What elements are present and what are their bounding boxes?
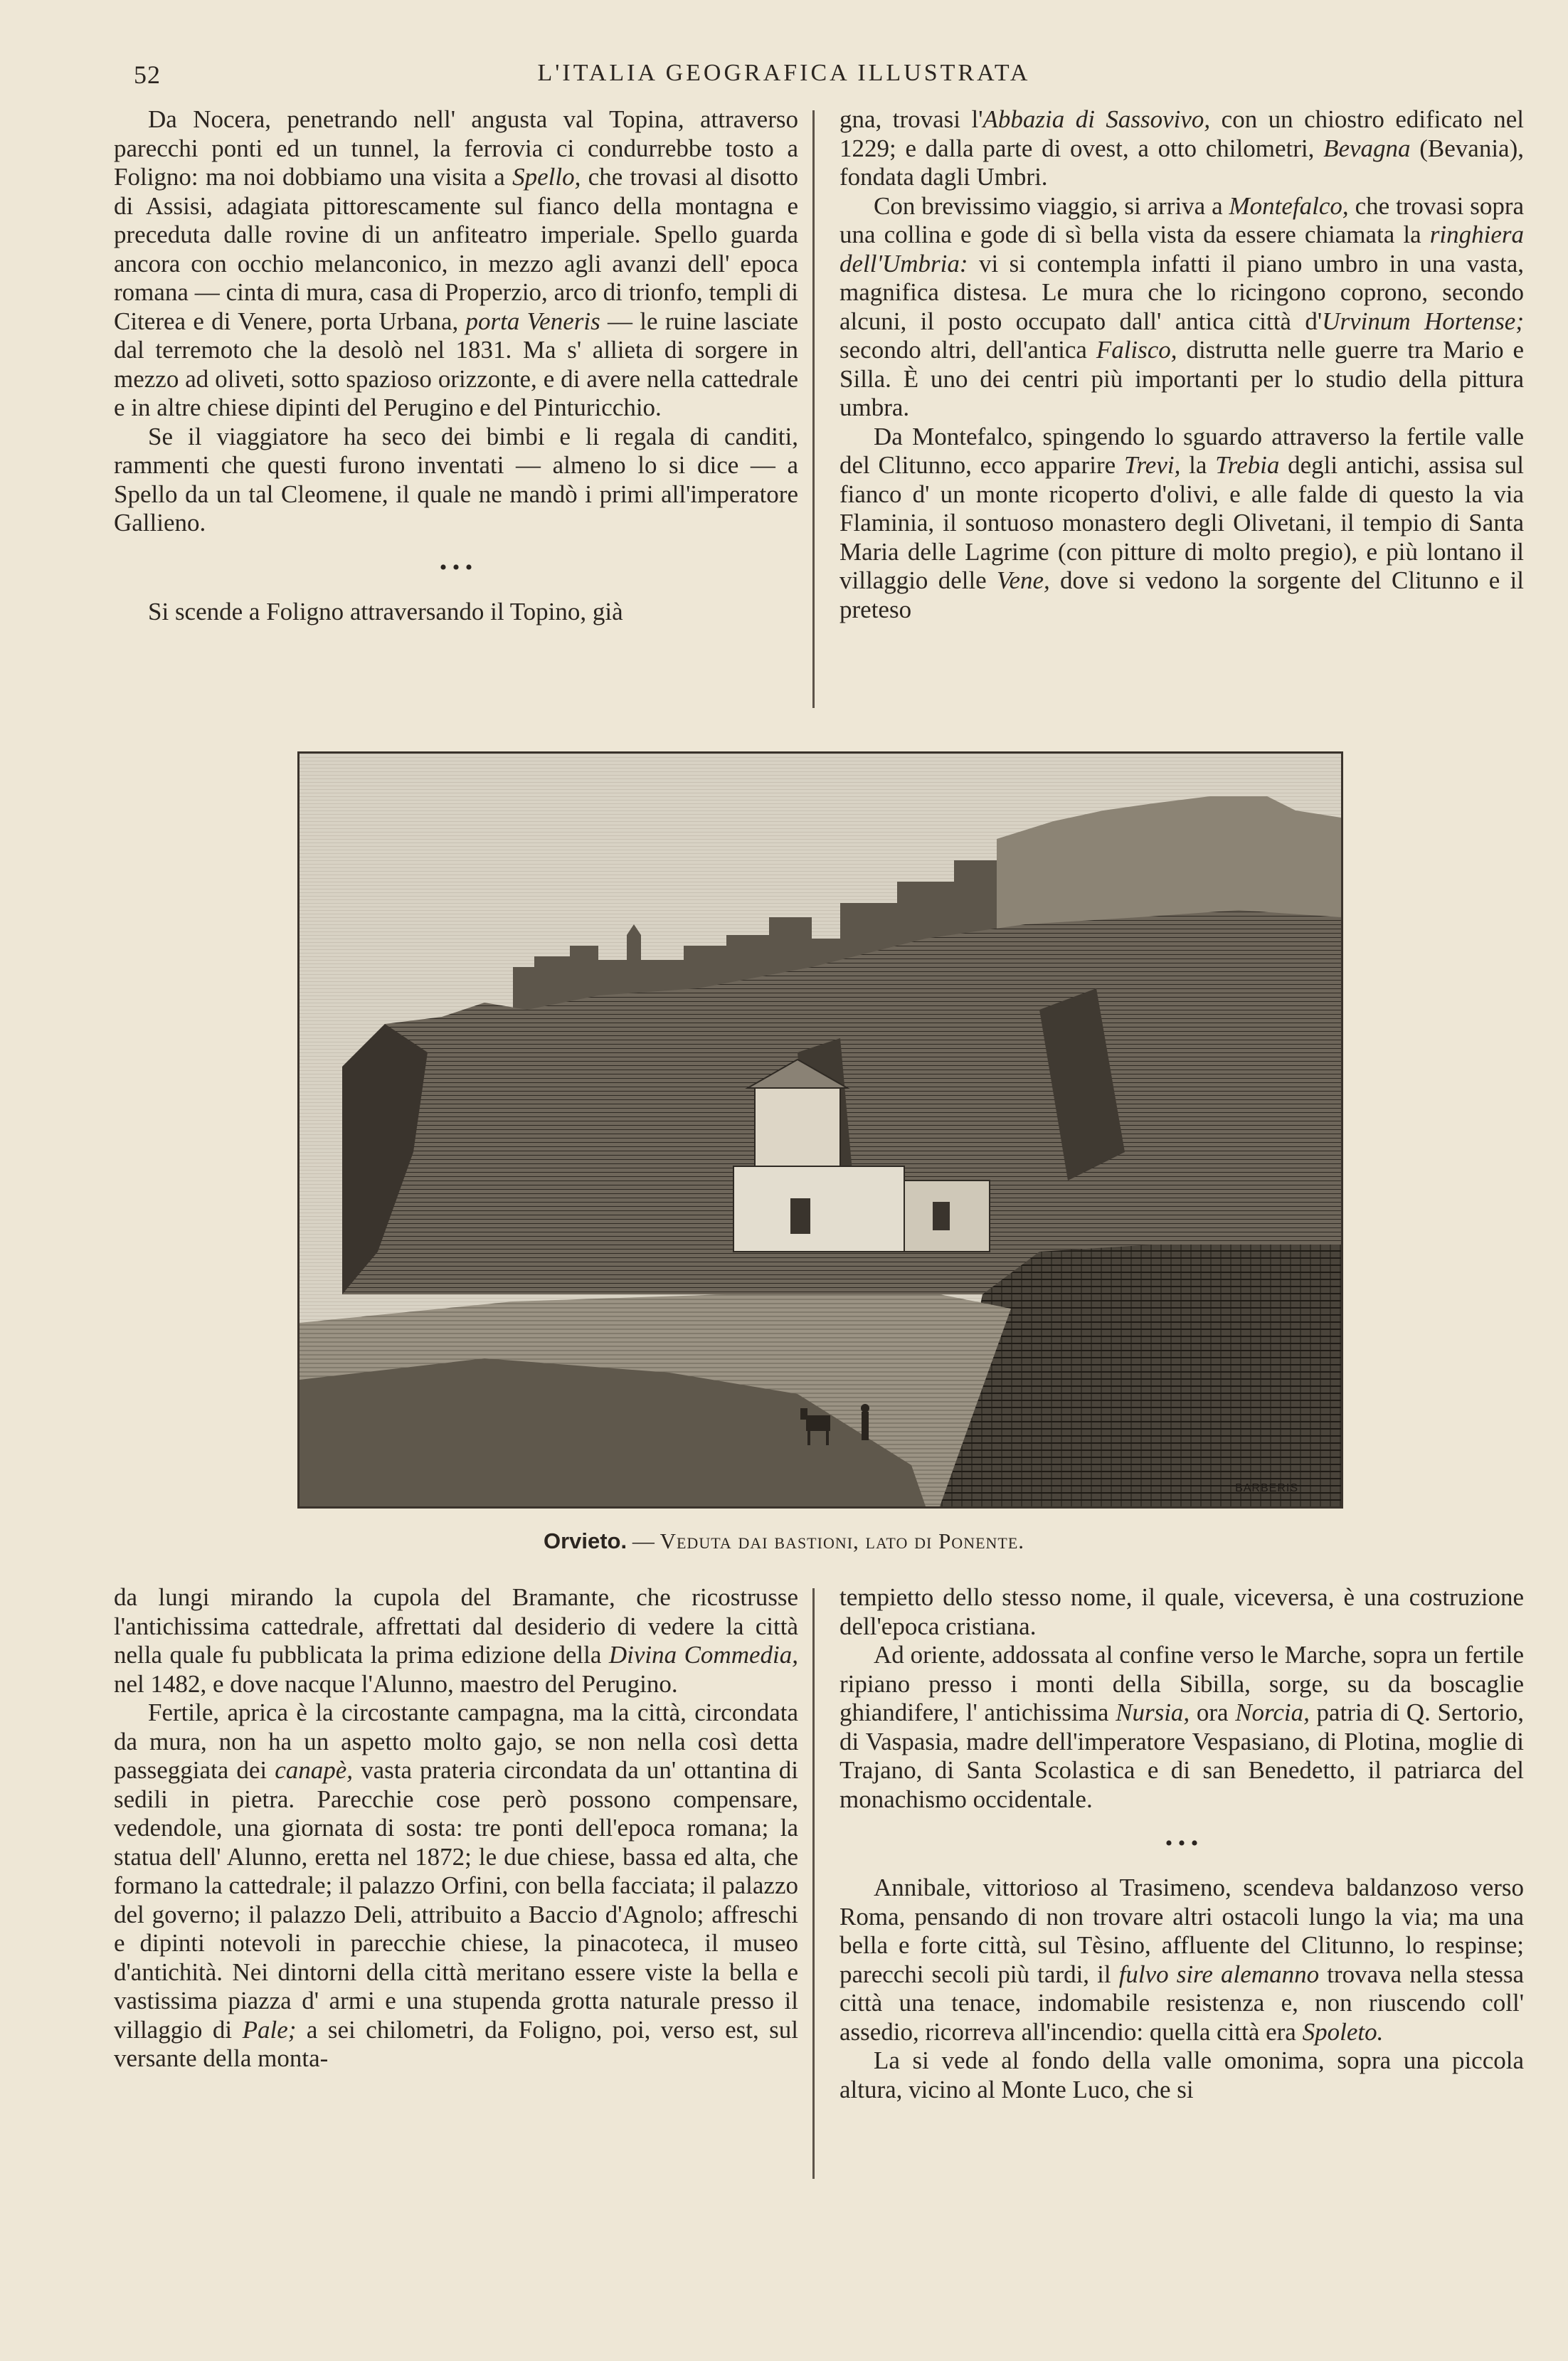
- caption-dash: —: [627, 1528, 660, 1553]
- paragraph: Annibale, vittorioso al Trasimeno, scendeva baldanzoso verso Roma, pensando di non trovare altri ostacoli lungo la via; ma una bella e forte città, sul Tèsino, affluente del Clitunno, lo respinse; parecchi secoli più tardi, il fulvo sire alemanno trovava nella stessa città una tenace, indomabile resistenza e, non riuscendo coll' assedio, ricorreva all'incendio: quella città era Spoleto.: [839, 1874, 1524, 2046]
- paragraph: Se il viaggiatore ha seco dei bimbi e li regala di canditi, rammenti che questi furono inventati — almeno lo si dice — a Spello da un tal Cleomene, il quale ne mandò i primi all'imperatore Gallieno.: [114, 422, 798, 537]
- section-separator: • • •: [439, 555, 473, 579]
- engraving-drawing: [300, 754, 1341, 1506]
- column-rule: [812, 1588, 815, 2179]
- paragraph: da lungi mirando la cupola del Bramante, che ricostrusse l'antichissima cattedrale, affrettati dal desiderio di vedere la città nella quale fu pubblicata la prima edizione della Divina Commedia, nel 1482, e dove nacque l'Alunno, maestro del Perugino.: [114, 1583, 798, 1698]
- running-title: L'ITALIA GEOGRAFICA ILLUSTRATA: [537, 60, 1031, 86]
- paragraph: Fertile, aprica è la circostante campagna, ma la città, circondata da mura, non ha un aspetto molto gajo, se non nella così detta passeggiata dei canapè, vasta prateria circondata da un' ottantina di sedili in pietra. Parecchie cose però possono compensare, vedendole, una giornata di sosta: tre ponti dell'epoca romana; la statua dell' Alunno, eretta nel 1872; le due chiese, bassa ed alta, che formano la cattedrale; il palazzo Orfini, con bella facciata; il palazzo del governo; il palazzo Deli, attribuito a Baccio d'Agnolo; affreschi e dipinti notevoli in parecchie chiese, la pinacoteca, il museo d'antichità. Nei dintorni della città meritano essere viste la bella e vastissima piazza d' armi e una stupenda grotta naturale presso il villaggio di Pale; a sei chilometri, da Foligno, poi, verso est, sul versante della monta-: [114, 1699, 799, 2072]
- paragraph: Si scende a Foligno attraversando il Topino, già: [148, 597, 623, 625]
- orvieto-engraving: [297, 751, 1343, 1509]
- paragraph: gna, trovasi l'Abbazia di Sassovivo, con un chiostro edificato nel 1229; e dalla parte di ovest, a otto chilometri, Bevagna (Bevania), fondata dagli Umbri.: [839, 105, 1525, 191]
- paragraph: Da Nocera, penetrando nell' angusta val Topina, attraverso parecchi ponti ed un tunnel, la ferrovia ci condurrebbe tosto a Foligno: ma noi dobbiamo una visita a Spello, che trovasi al disotto di Assisi, adagiata pittorescamente sul fianco della montagna e preceduta dalle rovine di un anfiteatro imperiale. Spello guarda ancora con occhio melanconico, in mezzo agli avanzi dell' epoca romana — cinta di mura, casa di Properzio, arco di trionfo, templi di Citerea e di Venere, porta Urbana, porta Veneris — le ruine lasciate dal terremoto che la desolò nel 1831. Ma s' allieta di sorgere in mezzo ad oliveti, sotto spazioso orizzonte, e di avere nella cattedrale e in altre chiese dipinti del Perugino e del Pinturicchio.: [114, 105, 799, 421]
- paragraph: Da Montefalco, spingendo lo sguardo attraverso la fertile valle del Clitunno, ecco apparire Trevi, la Trebia degli antichi, assisa sul fianco d' un monte ricoperto d'olivi, e alle falde di questo la via Flaminia, il sontuoso monastero degli Olivetani, il tempio di Santa Maria delle Lagrime (con pitture di molto pregio), e più lontano il villaggio delle Vene, dove si vedono la sorgente del Clitunno e il preteso: [839, 422, 1524, 623]
- lower-left-column: [114, 1583, 798, 2074]
- caption-text: Veduta dai bastioni, lato di Ponente.: [659, 1528, 1025, 1553]
- column-rule: [812, 110, 815, 708]
- upper-left-column: [114, 105, 798, 626]
- paragraph: La si vede al fondo della valle omonima, sopra una piccola altura, vicino al Monte Luco, che si: [839, 2046, 1524, 2103]
- lower-right-column: [839, 1583, 1524, 2104]
- caption-title: Orvieto.: [543, 1528, 627, 1553]
- paragraph: tempietto dello stesso nome, il quale, viceversa, è una costruzione dell'epoca cristiana.: [839, 1583, 1524, 1640]
- upper-right-column: [839, 105, 1524, 624]
- paragraph: Con brevissimo viaggio, si arriva a Montefalco, che trovasi sopra una collina e gode di sì bella vista da essere chiamata la ringhiera dell'Umbria: vi si contempla infatti il piano umbro in una vasta, magnifica distesa. Le mura che lo ricingono coprono, secondo alcuni, il posto occupato dall' antica città d'Urvinum Hortense; secondo altri, dell'antica Falisco, distrutta nelle guerre tra Mario e Silla. È uno dei centri più importanti per lo studio della pittura umbra.: [839, 191, 1525, 421]
- section-separator: • • •: [1165, 1832, 1199, 1855]
- engraver-signature: BARBERIS: [1235, 1482, 1298, 1494]
- paragraph: Ad oriente, addossata al confine verso le Marche, sopra un fertile ripiano presso i monti della Sibilla, sorge, su da boscaglie ghiandifere, l' antichissima Nursia, ora Norcia, patria di Q. Sertorio, di Vaspasia, madre dell'imperatore Vespasiano, di Plotina, moglie di Trajano, di Santa Scolastica e di san Benedetto, il patriarca del monachismo occidentale.: [839, 1641, 1524, 1813]
- page-number: 52: [134, 60, 161, 89]
- figure-caption: [0, 1528, 1568, 1554]
